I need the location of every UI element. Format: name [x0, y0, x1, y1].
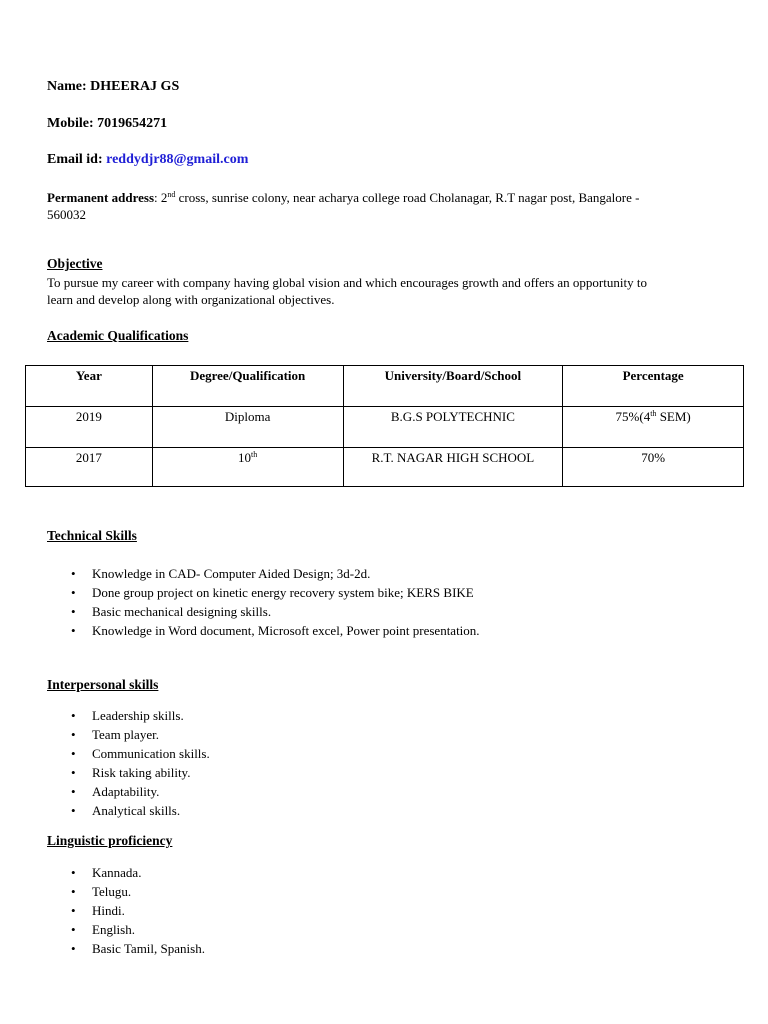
list-item: • Knowledge in Word document, Microsoft excel, Power point presentation. [71, 623, 480, 638]
objective-line2: learn and develop along with organizational objectives. [47, 292, 335, 307]
address-line1: cross, sunrise colony, near acharya college road Cholanagar, R.T nagar post, Bangalore - [175, 190, 640, 205]
bullet-icon: • [71, 784, 76, 799]
bullet-icon: • [71, 566, 76, 581]
cell-percentage: 75%(4th SEM) [563, 407, 744, 448]
objective-text [47, 274, 727, 308]
cell-year: 2019 [26, 407, 153, 448]
list-item: • Knowledge in CAD- Computer Aided Design; 3d-2d. [71, 566, 371, 581]
bullet-icon: • [71, 708, 76, 723]
cell-degree: Diploma [152, 407, 343, 448]
header-percentage: Percentage [563, 366, 744, 407]
list-item: • Adaptability. [71, 784, 160, 799]
mobile-line [47, 116, 167, 132]
academic-table [25, 365, 744, 487]
list-item: • Analytical skills. [71, 803, 181, 818]
cell-school: R.T. NAGAR HIGH SCHOOL [343, 448, 563, 487]
bullet-icon: • [71, 585, 76, 600]
objective-heading: Objective [47, 256, 103, 271]
interpersonal-heading: Interpersonal skills [47, 677, 159, 692]
email-link[interactable]: reddydjr88@gmail.com [106, 152, 249, 167]
list-item: • Hindi. [71, 903, 125, 918]
cell-degree: 10th [152, 448, 343, 487]
table-header-row [26, 366, 744, 407]
header-school: University/Board/School [343, 366, 563, 407]
bullet-icon: • [71, 623, 76, 638]
table-row [26, 407, 744, 448]
list-item: • Leadership skills. [71, 708, 184, 723]
bullet-icon: • [71, 941, 76, 956]
email-label: Email id: [47, 152, 103, 167]
cell-percentage: 70% [563, 448, 744, 487]
header-year: Year [26, 366, 153, 407]
list-item: • Done group project on kinetic energy recovery system bike; KERS BIKE [71, 585, 474, 600]
list-item: • Team player. [71, 727, 159, 742]
email-line [47, 152, 248, 168]
mobile-value: 7019654271 [97, 116, 168, 131]
bullet-icon: • [71, 765, 76, 780]
list-item: • Basic mechanical designing skills. [71, 604, 272, 619]
bullet-icon: • [71, 727, 76, 742]
bullet-icon: • [71, 803, 76, 818]
mobile-label: Mobile: [47, 116, 94, 131]
name-label: Name: [47, 79, 87, 94]
address-colon: : [154, 190, 158, 205]
list-item: • Communication skills. [71, 746, 210, 761]
list-item: • Basic Tamil, Spanish. [71, 941, 205, 956]
list-item: • Risk taking ability. [71, 765, 191, 780]
name-line [47, 79, 179, 95]
header-degree: Degree/Qualification [152, 366, 343, 407]
list-item: • English. [71, 922, 135, 937]
bullet-icon: • [71, 746, 76, 761]
list-item: • Telugu. [71, 884, 132, 899]
address-number: 2 [160, 190, 168, 205]
list-item: • Kannada. [71, 865, 142, 880]
technical-heading: Technical Skills [47, 528, 137, 543]
name-value: DHEERAJ GS [90, 79, 180, 94]
linguistic-heading: Linguistic proficiency [47, 833, 173, 848]
permanent-address [47, 189, 727, 223]
bullet-icon: • [71, 865, 76, 880]
cell-school: B.G.S POLYTECHNIC [343, 407, 563, 448]
bullet-icon: • [71, 903, 76, 918]
bullet-icon: • [71, 922, 76, 937]
linguistic-list [47, 863, 205, 958]
cell-year: 2017 [26, 448, 153, 487]
objective-line1: To pursue my career with company having global vision and which encourages growth and offers an opportunity to [47, 275, 647, 290]
address-line2: 560032 [47, 207, 86, 222]
academic-heading: Academic Qualifications [47, 328, 189, 343]
address-superscript: nd [167, 190, 176, 199]
technical-skills-list [47, 564, 480, 640]
bullet-icon: • [71, 604, 76, 619]
address-label: Permanent address [47, 190, 155, 205]
table-row [26, 448, 744, 487]
interpersonal-skills-list [47, 706, 210, 820]
bullet-icon: • [71, 884, 76, 899]
